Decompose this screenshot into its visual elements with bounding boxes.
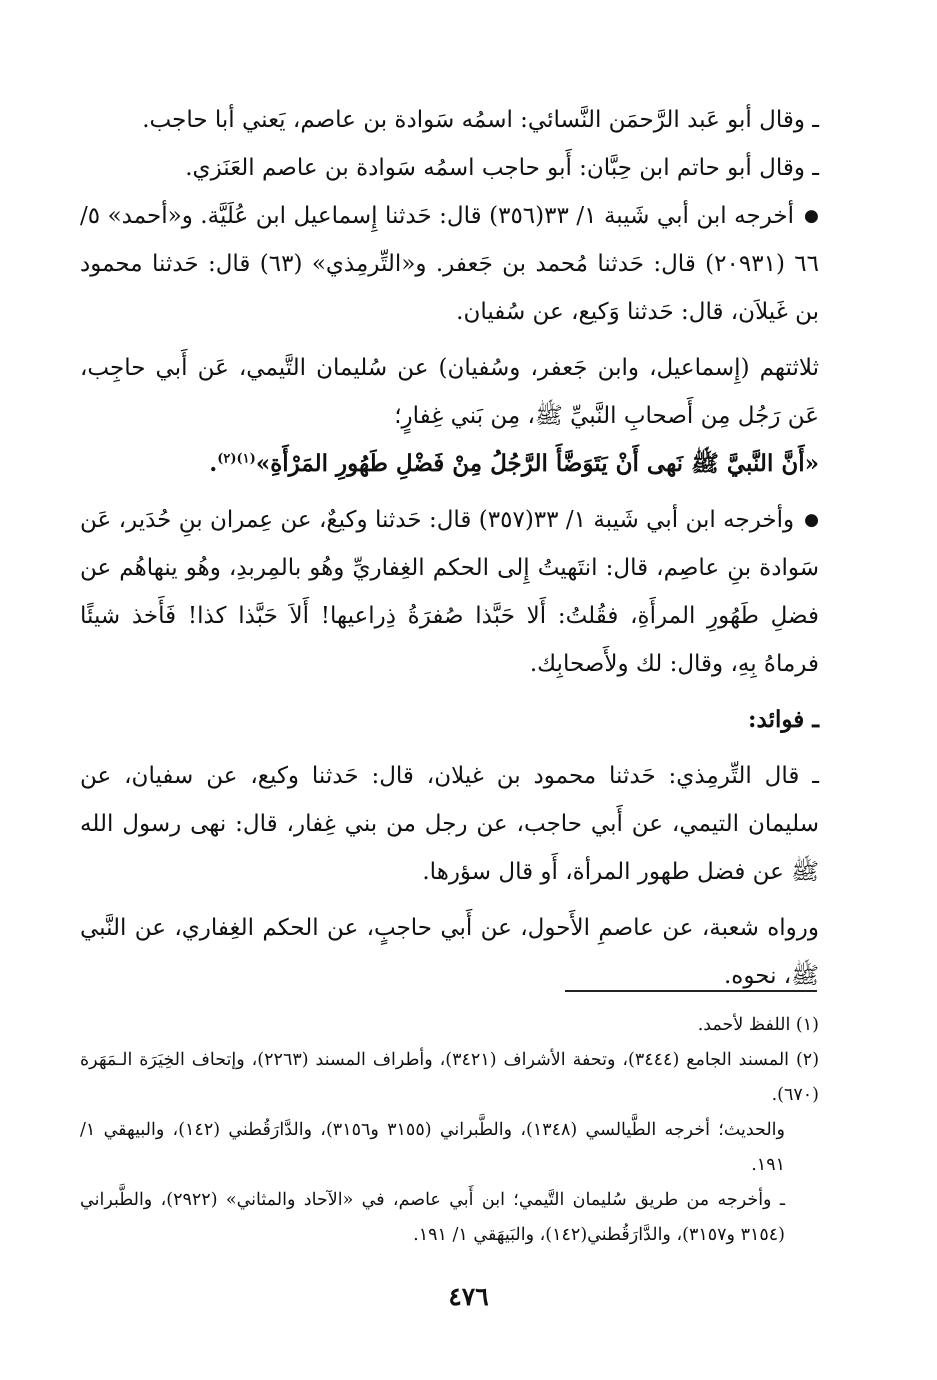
page-number: ٤٧٦ xyxy=(448,1282,489,1311)
footnote-divider xyxy=(565,990,817,992)
paragraph-ibn-hibban: ـ وقال أبو حاتم ابن حِبَّان: أَبو حاجب اسمُه سَوادة بن عاصم العَنَزي. xyxy=(185,155,819,181)
footnote-2-continuation: والحديث؛ أخرجه الطَّيالسي (١٣٤٨)، والطَّبراني (٣١٥٥ و٣١٥٦)، والدَّارَقُطني (١٤٢)، والبيهقي ١/ ١٩١. xyxy=(80,1120,785,1175)
hadith-matn: «أَنَّ النَّبيَّ ﷺ نَهى أَنْ يَتَوَضَّأَ الرَّجُلُ مِنْ فَضْلِ طَهُورِ المَرْأَةِ» xyxy=(255,450,819,477)
paragraph-shuba: ورواه شعبة، عن عاصمِ الأَحول، عن أَبي حاجبٍ، عن الحكم الغِفاري، عن النَّبي ﷺ، نحوه. xyxy=(80,915,819,989)
footnote-2-additional: ـ وأخرجه من طريق سُليمان التَّيمي؛ ابن أَبي عاصم، في «الآحاد والمثاني» (٢٩٢٢)، والطَّبراني (٣١٥٤ و٣١٥٧)، والدَّارَقُطني(١٤٢)، والبَيهَقي ١/ ١٩١. xyxy=(80,1190,785,1245)
paragraph-nasai: ـ وقال أبو عَبد الرَّحمَن النَّسائي: اسمُه سَوادة بن عاصم، يَعني أبا حاجب. xyxy=(142,107,819,133)
paragraph-chain: ثلاثتهم (إِسماعيل، وابن جَعفر، وسُفيان) عن سُليمان التَّيمي، عَن أَبي حاجِب، عَن رَجُل مِن أَصحابِ النَّبيِّ ﷺ، مِن بَني غِفارٍ؛ xyxy=(80,355,819,429)
footnote-marks: (١)(٢) xyxy=(217,451,256,467)
takhrij-1-text: أخرجه ابن أبي شَيبة ١/ ٣٣(٣٥٦) قال: حَدثنا إِسماعيل ابن عُلَيَّة. و«أحمد» ٥/ ٦٦ (٢٠٩٣١) قال: حَدثنا مُحمد بن جَعفر. و«التِّرمِذي» (٦٣) قال: حَدثنا محمود بن غَيلاَن، قال: حَدثنا وَكيع، عن سُفيان. xyxy=(80,203,819,325)
main-text xyxy=(80,96,819,1000)
footnote-1: (١) اللفظ لأحمد. xyxy=(697,1015,819,1035)
footnotes xyxy=(80,1008,819,1253)
footnote-2: (٢) المسند الجامع (٣٤٤٤)، وتحفة الأشراف (٣٤٢١)، وأطراف المسند (٢٢٦٣)، وإتحاف الخِيَرَة الـمَهَرة (٦٧٠). xyxy=(80,1050,820,1105)
paragraph-tirmidhi: ـ قال التِّرمِذي: حَدثنا محمود بن غيلان، قال: حَدثنا وكيع، عن سفيان، عن سليمان التيمي، عن أَبي حاجب، عن رجل من بني غِفار، قال: نهى رسول الله ﷺ عن فضل طهور المرأة، أَو قال سؤرها. xyxy=(80,763,819,885)
hadith-text: «أَنَّ النَّبيَّ ﷺ نَهى أَنْ يَتَوَضَّأَ الرَّجُلُ مِنْ فَضْلِ طَهُورِ المَرْأَةِ»$^{(١)(٢)}$. xyxy=(209,450,819,477)
takhrij-2-text: وأخرجه ابن أبي شَيبة ١/ ٣٣(٣٥٧) قال: حَدثنا وكيعٌ، عن عِمران بنِ حُدَير، عَن سَوادة بنِ عاصِم، قال: انتَهيتُ إِلى الحكم الغِفاريِّ وهُو بالمِربدِ، وهُو ينهاهُم عن فضلِ طَهُورِ المرأَةِ، فقُلتُ: أَلا حَبَّذا صُفرَةُ ذِراعيها! أَلاَ حَبَّذا كذا! فَأَخذ شيئًا فرماهُ بِهِ، وقال: لك ولأَصحابِك. xyxy=(80,507,819,677)
paragraph-takhrij-1 xyxy=(80,192,819,336)
paragraph-takhrij-2 xyxy=(80,496,819,688)
section-heading-fawaid: ـ فوائد: xyxy=(748,706,819,733)
